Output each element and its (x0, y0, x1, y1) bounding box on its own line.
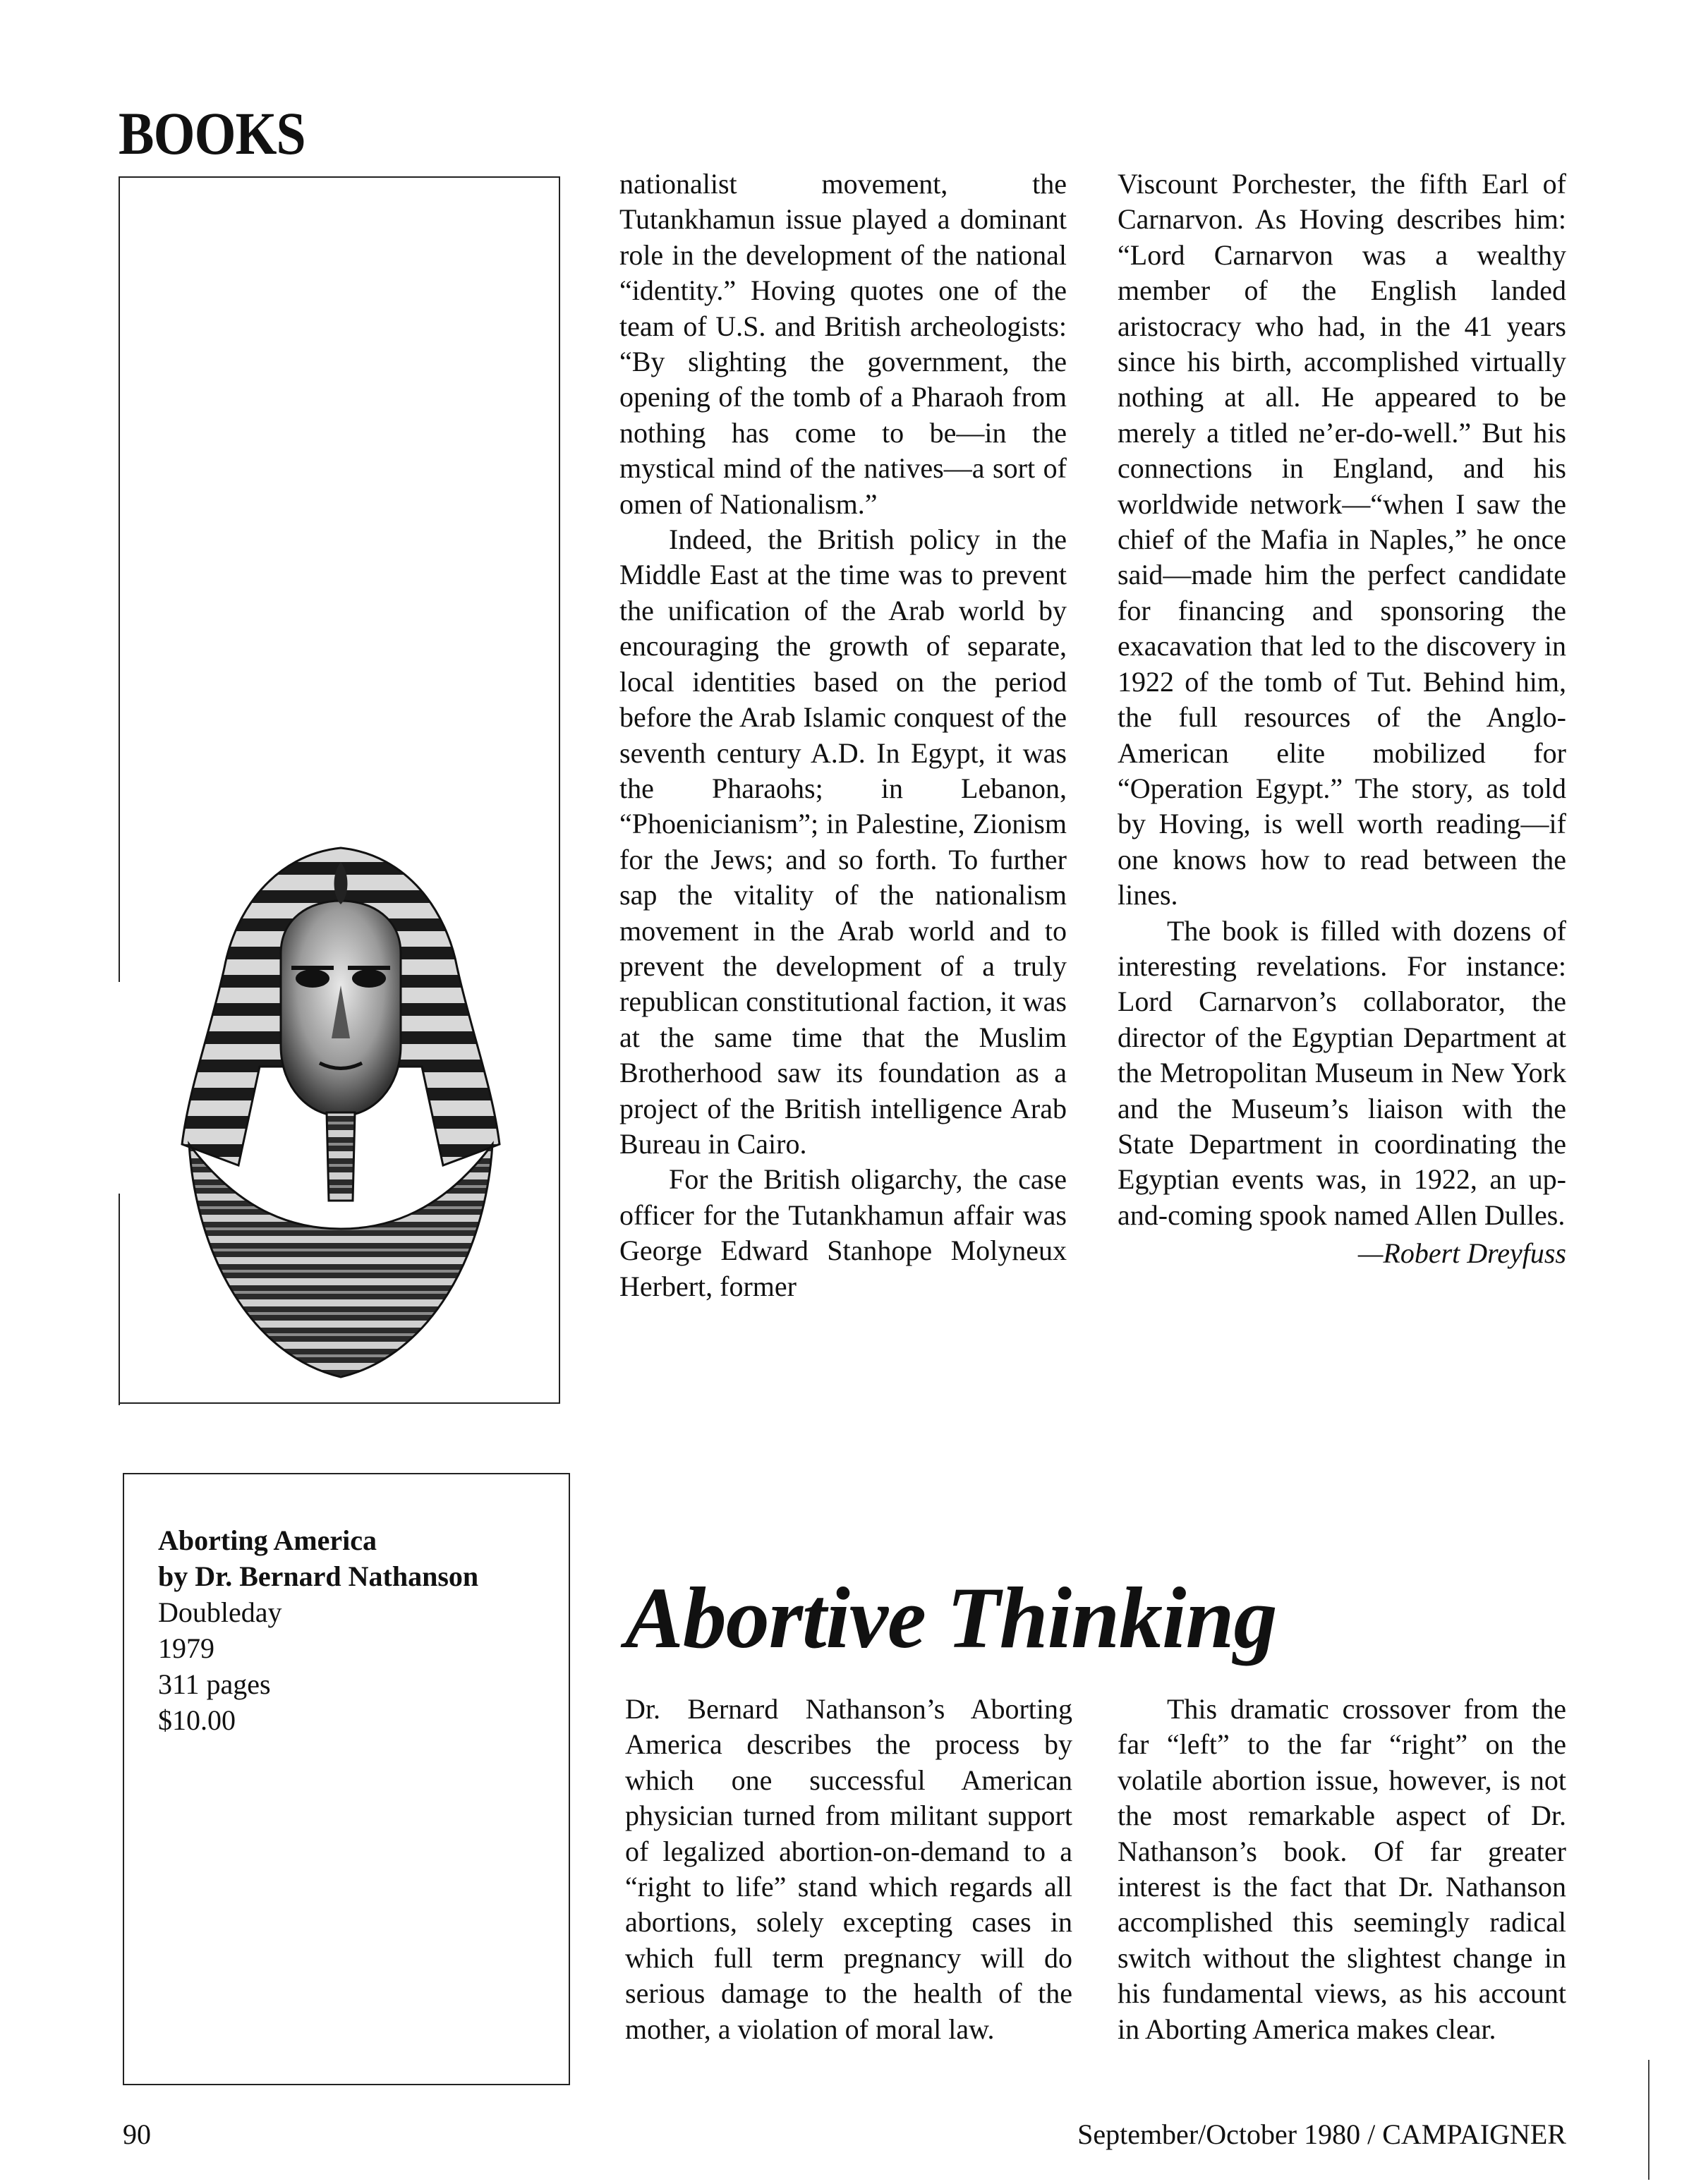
paragraph: The book is filled with dozens of interesting revelations. For instance: Lord Carnarvon’s collaborator, the director of the Egyptian Department at the Metropolitan Museum in New York and the Museum’s liaison with the State Department in coordinating the Egyptian events was, in 1922, an up-and-coming spook named Allen Dulles. (1118, 914, 1566, 1231)
book-info-box (123, 1473, 570, 2085)
review-column-2 (1118, 1692, 1566, 2047)
frame-rule (119, 178, 120, 982)
page-edge-rule (1648, 2060, 1649, 2180)
photo-frame (119, 176, 560, 1404)
article-column-1 (619, 166, 1067, 1304)
book-title: Aborting America (158, 1524, 377, 1556)
paragraph: For the British oligarchy, the case officer for the Tutankhamun affair was George Edward Stanhope Molyneux Herbert, former (619, 1163, 1067, 1302)
page-number: 90 (123, 2118, 151, 2150)
review-column-1 (625, 1692, 1072, 2047)
tutankhamun-mask-image (168, 834, 514, 1384)
book-publisher: Doubleday (158, 1596, 282, 1628)
book-price: $10.00 (158, 1704, 236, 1736)
paragraph: This dramatic crossover from the far “left” to the far “right” on the volatile abortion issue, however, is not the most remarkable aspect of Dr. Nathanson’s book. Of far greater interest is the fact that Dr. Nathanson accomplished this seemingly radical switch without the slightest change in his fundamental views, as his account in Aborting America makes clear. (1118, 1693, 1566, 2045)
book-author: by Dr. Bernard Nathanson (158, 1560, 479, 1592)
article-column-2 (1118, 166, 1566, 1272)
section-label: BOOKS (119, 99, 305, 167)
article-headline: Abortive Thinking (625, 1570, 1277, 1666)
book-pages: 311 pages (158, 1668, 271, 1700)
book-year: 1979 (158, 1632, 214, 1664)
issue-footer: September/October 1980 / CAMPAIGNER (1077, 2118, 1566, 2150)
author-signature: —Robert Dreyfuss (1357, 1237, 1566, 1270)
paragraph: Indeed, the British policy in the Middle East at the time was to prevent the unification of the Arab world by encouraging the growth of separate, local identities based on the period before the Arab Islamic conquest of the seventh century A.D. In Egypt, it was the Pharaohs; in Lebanon, “Phoenicianism”; in Palestine, Zionism for the Jews; and so forth. To further sap the vitality of the nationalism movement in the Arab world and to prevent the development of a truly republican constitutional faction, it was at the same time that the Muslim Brotherhood saw its foundation as a project of the British intelligence Arab Bureau in Cairo. (619, 523, 1067, 1160)
frame-rule (119, 1194, 120, 1405)
paragraph: Viscount Porchester, the fifth Earl of Carnarvon. As Hoving describes him: “Lord Carnarvon was a wealthy member of the English landed aristocracy who had, in the 41 years since his birth, accomplished virtually nothing at all. He appeared to be merely a titled ne’er-do-well.” But his connections in England, and his worldwide network—“when I saw the chief of the Mafia in Naples,” he once said—made him the perfect candidate for financing and sponsoring the exacavation that led to the discovery in 1922 of the tomb of Tut. Behind him, the full resources of the Anglo-American elite mobilized for “Operation Egypt.” The story, as told by Hoving, is well worth reading—if one knows how to read between the lines. (1118, 168, 1566, 911)
paragraph: nationalist movement, the Tutankhamun issue played a dominant role in the development of the national “identity.” Hoving quotes one of the team of U.S. and British archeologists: “By slighting the government, the opening of the tomb of a Pharaoh from nothing has come to be—in the mystical mind of the natives—a sort of omen of Nationalism.” (619, 168, 1067, 520)
paragraph: Dr. Bernard Nathanson’s Aborting America describes the process by which one successful American physician turned from militant support of legalized abortion-on-demand to a “right to life” stand which regards all abortions, solely excepting cases in which full term pregnancy will do serious damage to the health of the mother, a violation of moral law. (625, 1693, 1072, 2045)
